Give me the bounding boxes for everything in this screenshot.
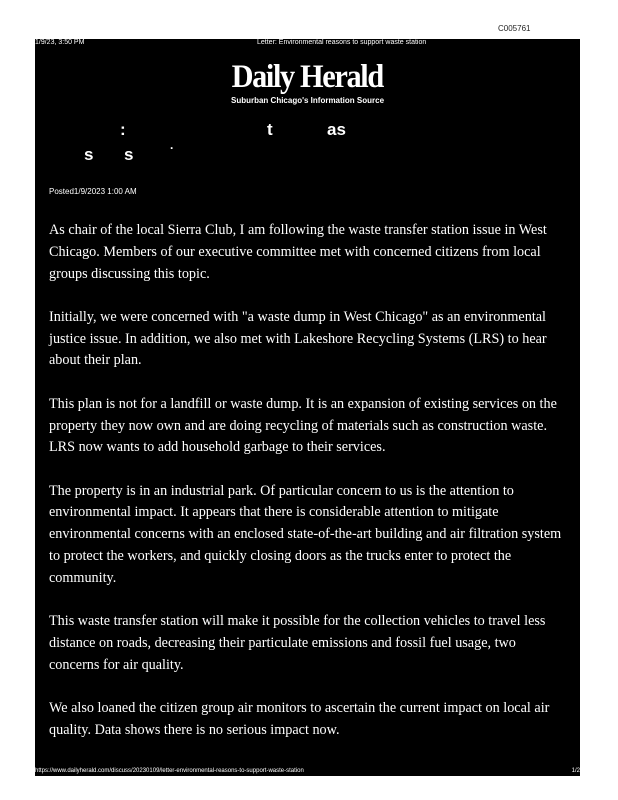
print-footer	[35, 768, 580, 777]
headline-fragment: :	[120, 120, 126, 139]
print-page-number: 1/2	[571, 768, 580, 774]
article-body	[49, 220, 569, 763]
masthead	[35, 59, 580, 105]
print-header	[35, 39, 580, 48]
document-id: C005761	[498, 24, 531, 33]
posted-label: Posted	[49, 187, 74, 196]
article-paragraph: The property is in an industrial park. Of particular concern to us is the attention to environmental impact. It appears that there is considerable attention to mitigate environmental concerns with an enclosed state-of-the-art building and air filtration system to protect the workers, and quickly closing doors as the trucks enter to protect the community.	[49, 482, 562, 586]
print-url[interactable]: https://www.dailyherald.com/discuss/20230109/letter-environmental-reasons-to-support-waste-station	[35, 768, 304, 774]
headline-fragment: s	[84, 145, 94, 164]
headline-fragment: as	[327, 120, 346, 139]
masthead-tagline: Suburban Chicago's Information Source	[230, 96, 385, 105]
article-paragraph: Initially, we were concerned with "a waste dump in West Chicago" as an environmental justice issue. In addition, we also met with Lakeshore Recycling Systems (LRS) to hear about their plan.	[49, 308, 547, 369]
headline-fragment: s	[124, 145, 134, 164]
article-paragraph: We also loaned the citizen group air monitors to ascertain the current impact on local air quality. Data shows there is no serious impact now.	[49, 700, 550, 738]
headline-fragment: .	[170, 138, 174, 152]
print-date-time: 1/9/23, 3:50 PM	[35, 39, 85, 46]
posted-line	[49, 187, 137, 196]
print-page-title: Letter: Environmental reasons to support waste station	[257, 39, 427, 46]
posted-date: 1/9/2023 1:00 AM	[73, 187, 137, 196]
daily-herald-logo[interactable]: Daily Herald	[231, 59, 384, 95]
article-paragraph: As chair of the local Sierra Club, I am following the waste transfer station issue in West Chicago. Members of our executive committee met with concerned citizens from local groups discussing this topic.	[49, 222, 547, 282]
headline-fragment: t	[267, 120, 273, 139]
article-paragraph: This plan is not for a landfill or waste dump. It is an expansion of existing services on the property they now own and are doing recycling of materials such as construction waste. LRS now wants to add household garbage to their services.	[49, 395, 557, 456]
article-paragraph: This waste transfer station will make it possible for the collection vehicles to travel less distance on roads, decreasing their particulate emissions and fossil fuel usage, two concerns for air quality.	[49, 613, 546, 673]
printed-page	[35, 39, 580, 776]
